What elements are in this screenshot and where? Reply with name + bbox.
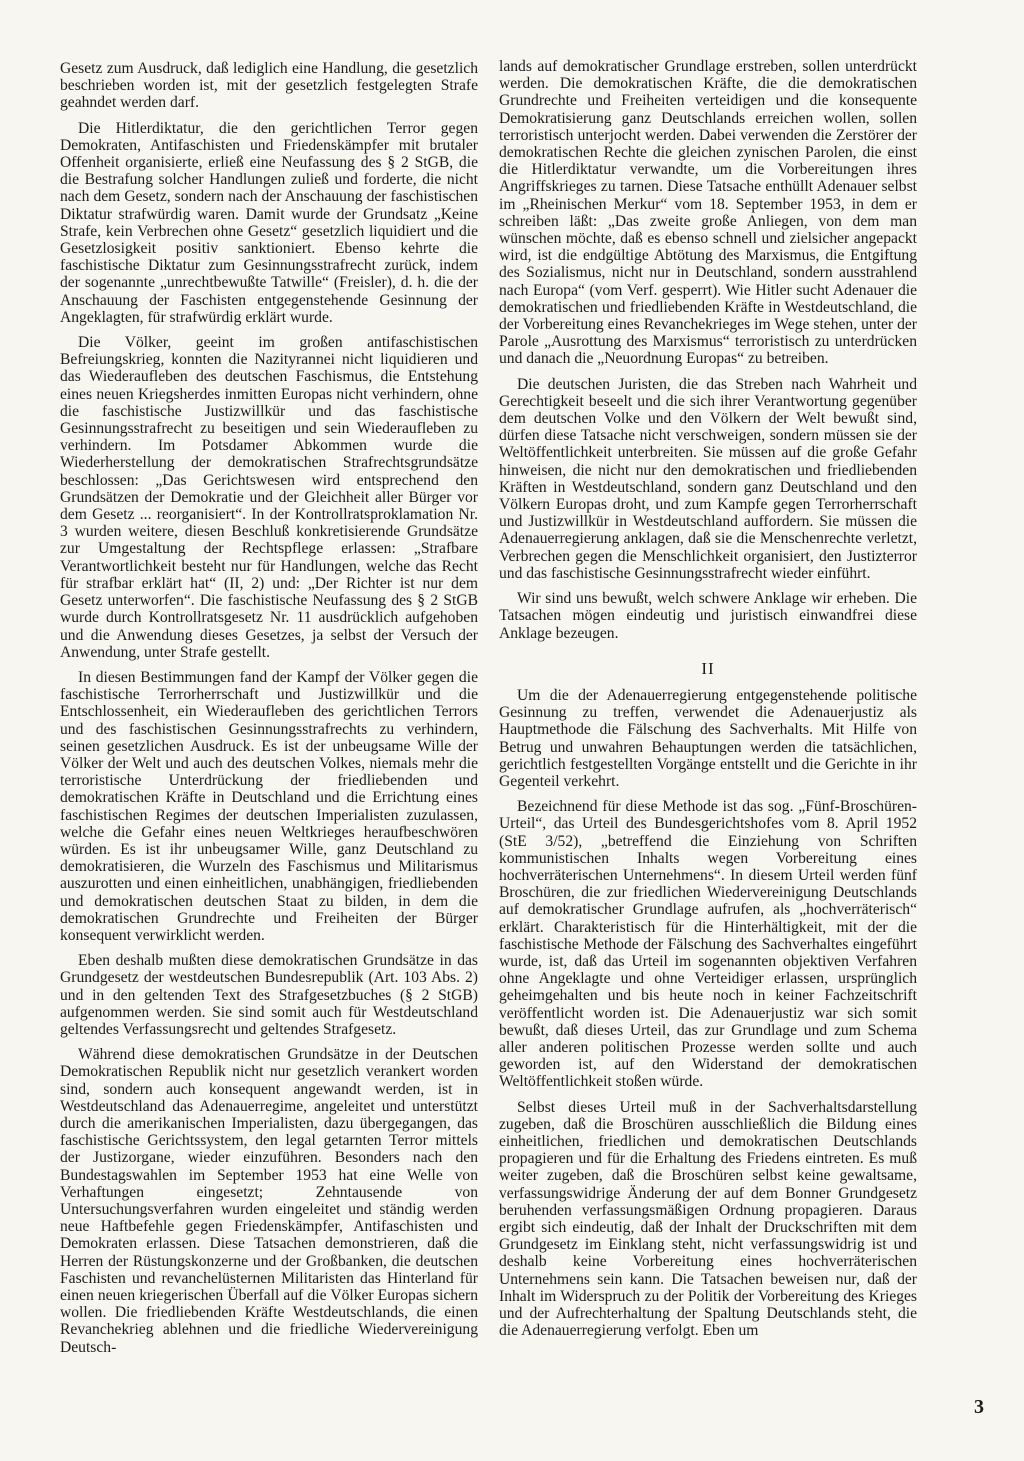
paragraph: Während diese demokratischen Grundsätze in der Deutschen Demokratischen Republik nicht nur gesetzlich verankert worden sind, sondern auch konsequent angewandt werden, ist in Westdeutschland das Adenauerregime, angeleitet und unterstützt durch die amerikanischen Imperialisten, dazu übergegangen, das faschistische Gerichtssystem, den legal getarnten Terror mittels der Justizorgane, wieder einzuführen. Besonders nach den Bundestagswahlen im September 1953 hat eine Welle von Verhaftungen eingesetzt; Zehntausende von Untersuchungsverfahren wurden eingeleitet und ständig werden neue Haftbefehle gegen Friedenskämpfer, Antifaschisten und Demokraten erlassen. Diese Tatsachen demonstrieren, daß die Herren der Rüstungskonzerne und der Großbanken, die deutschen Faschisten und revanchelüsternen Militaristen das Hinterland für einen neuen kriegerischen Überfall auf die Völker Europas sichern wollen. Die friedliebenden Kräfte Westdeutschlands, die einen Revanchekrieg ablehnen und die friedliche Wiedervereinigung Deutsch- <box>60 1046 478 1356</box>
paragraph: Die deutschen Juristen, die das Streben nach Wahrheit und Gerechtigkeit beseelt und die sich ihrer Verantwortung gegenüber dem deutschen Volke und den Völkern der Welt bewußt sind, dürfen diese Tatsache nicht verschweigen, sondern müssen sie der Weltöffentlichkeit unterbreiten. Sie müssen auf die große Gefahr hinweisen, die nicht nur den demokratischen und friedliebenden Kräften in Westdeutschland, sondern ganz Deutschland und den Völkern Europas droht, und zum Kampfe gegen Terrorherrschaft und Justizwillkür in Westdeutschland auffordern. Sie müssen die Adenauerregierung anklagen, daß sie die Menschenrechte verletzt, Verbrechen gegen die Menschlichkeit organisiert, den Justizterror und das faschistische Gesinnungsstrafrecht wieder einführt. <box>499 375 917 582</box>
section-heading: II <box>701 658 715 678</box>
paragraph: Eben deshalb mußten diese demokratischen Grundsätze in das Grundgesetz der westdeutschen Bundesrepublik (Art. 103 Abs. 2) und in den geltenden Text des Strafgesetzbuches (§ 2 StGB) aufgenommen werden. Sie sind somit auch für Westdeutschland geltendes Verfassungsrecht und geltendes Strafgesetz. <box>60 952 478 1038</box>
paragraph: In diesen Bestimmungen fand der Kampf der Völker gegen die faschistische Terrorherrschaft und Justizwillkür und die Entschlossenheit, ein Wiederaufleben des gerichtlichen Terrors und des faschistischen Gesinnungsstrafrechts zu verhindern, seinen gesetzlichen Ausdruck. Es ist der unbeugsame Wille der Völker der Welt und auch des deutschen Volkes, niemals mehr die terroristische Unterdrückung der friedliebenden und demokratischen Kräfte in Deutschland und die Errichtung eines faschistischen Regimes der deutschen Imperialisten zuzulassen, welche die Gefahr eines neuen Weltkrieges heraufbeschwören würden. Es ist ihr unbeugsamer Wille, ganz Deutschland zu demokratisieren, die Wurzeln des Faschismus und Militarismus auszurotten und einen einheitlichen, unabhängigen, friedliebenden und demokratischen deutschen Staat zu bilden, in dem die demokratischen Grundrechte und Freiheiten der Bürger konsequent verwirklicht werden. <box>60 668 478 944</box>
paragraph: Bezeichnend für diese Methode ist das sog. „Fünf-Broschüren-Urteil“, das Urteil des Bundesgerichtshofes vom 8. April 1952 (StE 3/52), „betreffend die Einziehung von Schriften kommunistischen Inhalts wegen Vorbereitung eines hochverräterischen Unternehmens“. In diesem Urteil werden fünf Broschüren, die zur friedlichen Wiedervereinigung Deutschlands auf demokratischer Grundlage aufrufen, als „hochverräterisch“ erklärt. Charakteristisch für die Hinterhältigkeit, mit der die faschistische Methode der Fälschung des Sachverhaltes eingeführt wurde, ist, daß das Urteil im sogenannten objektiven Verfahren ohne Angeklagte und ohne Verteidiger erlassen, ursprünglich geheimgehalten und bis heute noch in keiner Fachzeitschrift veröffentlicht worden ist. Die Adenauerjustiz war sich somit bewußt, daß dieses Urteil, das zur Grundlage und zum Schema aller anderen politischen Prozesse werden sollte und auch geworden ist, auf den Widerstand der demokratischen Weltöffentlichkeit stoßen würde. <box>499 798 917 1091</box>
paragraph: Selbst dieses Urteil muß in der Sachverhaltsdarstellung zugeben, daß die Broschüren ausschließlich die Bildung eines einheitlichen, friedlichen und demokratischen Deutschlands propagieren und für die Erhaltung des Friedens eintreten. Es muß weiter zugeben, daß die Broschüren selbst keine gewaltsame, verfassungswidrige Änderung der auf dem Bonner Grundgesetz beruhenden verfassungsmäßigen Ordnung propagieren. Daraus ergibt sich eindeutig, daß der Inhalt der Druckschriften mit dem Grundgesetz im Einklang steht, nicht verfassungswidrig ist und deshalb keine Vorbereitung eines hochverräterischen Unternehmens sein kann. Die Tatsachen beweisen nur, daß der Inhalt im Widerspruch zu der Politik der Vorbereitung des Krieges und der Aufrechterhaltung der Spaltung Deutschlands steht, die die Adenauerregierung verfolgt. Eben um <box>499 1098 917 1340</box>
left-column <box>60 60 478 1364</box>
page-number: 3 <box>974 1396 984 1418</box>
paragraph: Die Völker, geeint im großen antifaschistischen Befreiungskrieg, konnten die Nazityrannei nicht liquidieren und das Wiederaufleben des deutschen Faschismus, die Entstehung eines neuen Kriegsherdes inmitten Europas nicht verhindern, ohne die faschistische Justizwillkür und das faschistische Gesinnungsstrafrecht zu beseitigen und sein Wiederaufleben zu verhindern. Im Potsdamer Abkommen wurde die Wiederherstellung der demokratischen Strafrechtsgrundsätze beschlossen: „Das Gerichtswesen wird entsprechend den Grundsätzen der Demokratie und der Gleichheit aller Bürger vor dem Gesetz ... reorganisiert“. In der Kontrollratsproklamation Nr. 3 wurden weitere, diesen Beschluß konkretisierende Grundsätze zur Umgestaltung der Rechtspflege erlassen: „Strafbare Verantwortlichkeit besteht nur für Handlungen, welche das Recht für strafbar erklärt hat“ (II, 2) und: „Der Richter ist nur dem Gesetz unterworfen“. Die faschistische Neufassung des § 2 StGB wurde durch Kontrollratsgesetz Nr. 11 ausdrücklich aufgehoben und die Anwendung dieses Gesetzes, ja selbst der Versuch der Anwendung, unter Strafe gestellt. <box>60 334 478 661</box>
paragraph: lands auf demokratischer Grundlage erstreben, sollen unterdrückt werden. Die demokratischen Kräfte, die die demokratischen Grundrechte und Freiheiten verteidigen und die konsequente Demokratisierung ganz Deutschlands erreichen wollen, sollen terroristisch unterjocht werden. Dabei verwenden die Zerstörer der demokratischen Rechte die gleichen zynischen Parolen, die einst die Hitlerdiktatur verwandte, um die Vorbereitungen ihres Angriffskrieges zu tarnen. Diese Tatsache enthüllt Adenauer selbst im „Rheinischen Merkur“ vom 18. September 1953, in dem er schreiben läßt: „Das zweite große Anliegen, von dem man wünschen möchte, daß es ebenso schnell und zielsicher angepackt wird, ist die endgültige Abtötung des Marxismus, die Entgiftung des Sozialismus, nicht nur in Deutschland, sondern ausstrahlend nach Europa“ (vom Verf. gesperrt). Wie Hitler sucht Adenauer die demokratischen und friedliebenden Kräfte in Westdeutschland, die der Vorbereitung eines Revanchekrieges im Wege stehen, unter der Parole „Ausrottung des Marxismus“ terroristisch zu unterdrücken und danach die „Neuordnung Europas“ zu betreiben. <box>499 58 917 368</box>
paragraph: Um die der Adenauerregierung entgegenstehende politische Gesinnung zu treffen, verwendet die Adenauerjustiz als Hauptmethode die Fälschung des Sachverhalts. Mit Hilfe von Betrug und unwahren Behauptungen werden die tatsächlichen, gerichtlich festgestellten Vorgänge entstellt und die Gerichte in ihr Gegenteil verkehrt. <box>499 686 917 790</box>
right-column <box>499 58 917 1347</box>
paragraph: Die Hitlerdiktatur, die den gerichtlichen Terror gegen Demokraten, Antifaschisten und Friedenskämpfer mit brutaler Offenheit organisierte, erließ eine Neufassung des § 2 StGB, die die Bestrafung solcher Handlungen zuließ und forderte, die nicht nach dem Gesetz, sondern nach der Anschauung der faschistischen Diktatur strafwürdig waren. Damit wurde der Grundsatz „Keine Strafe, kein Verbrechen ohne Gesetz“ gesetzlich liquidiert und die Gesetzlosigkeit positiv sanktioniert. Ebenso kehrte die faschistische Diktatur zum Gesinnungsstrafrecht zurück, indem der sogenannte „unrechtbewußte Tatwille“ (Freisler), d. h. die der Anschauung der Faschisten entgegenstehende Gesinnung der Angeklagten, für strafwürdig erklärt wurde. <box>60 119 478 326</box>
paragraph: Gesetz zum Ausdruck, daß lediglich eine Handlung, die gesetzlich beschrieben worden ist, mit der gesetzlich festgelegten Strafe geahndet werden darf. <box>60 60 478 112</box>
paragraph: Wir sind uns bewußt, welch schwere Anklage wir erheben. Die Tatsachen mögen eindeutig und juristisch einwandfrei diese Anklage bezeugen. <box>499 590 917 642</box>
